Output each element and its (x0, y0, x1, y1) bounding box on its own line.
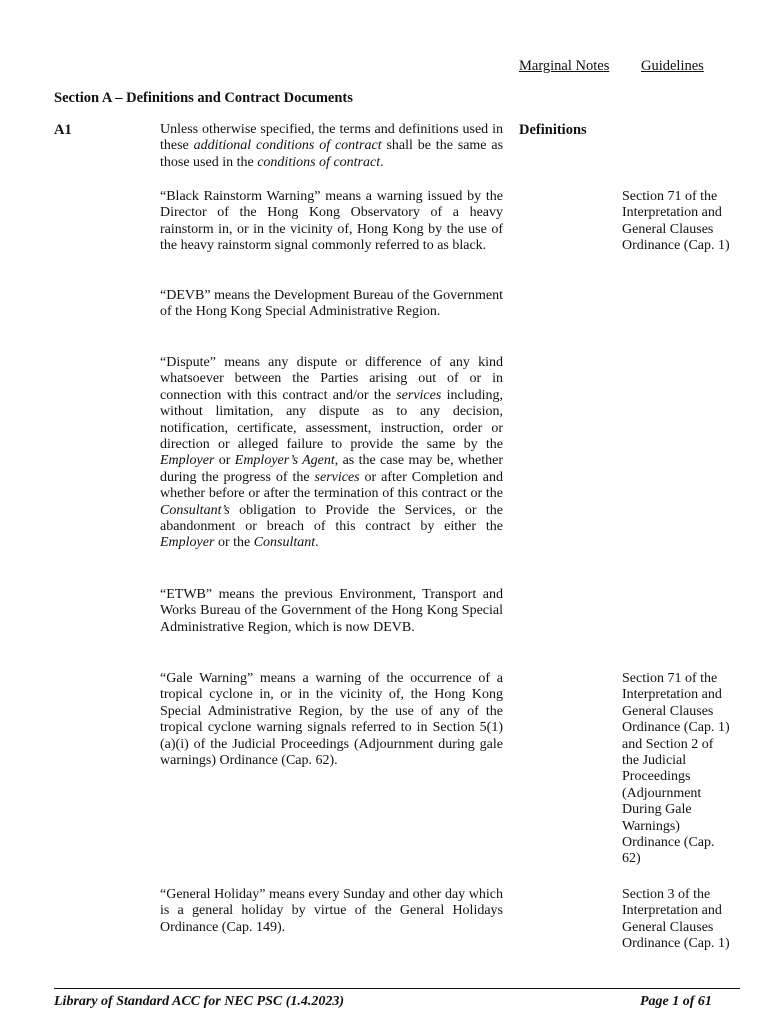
definition-black-rainstorm-warning: “Black Rainstorm Warning” means a warning issued by the Director of the Hong Kong Observatory of a heavy rainstorm in, or in the vicinity of, Hong Kong by the use of the heavy rainstorm signal commonly referred to as black. (160, 189, 503, 254)
definition-etwb: “ETWB” means the previous Environment, Transport and Works Bureau of the Government of the Hong Kong Special Administrative Region, which is now DEVB. (160, 587, 503, 635)
paragraph-intro: Unless otherwise specified, the terms and definitions used in these additional conditions of contract shall be the same as those used in the conditions of contract. (160, 122, 504, 170)
guideline-note: Section 71 of the Interpretation and General Clauses Ordinance (Cap. 1) and Section 2 of the Judicial Proceedings (Adjournment During Gale Warnings) Ordinance (Cap. 62) (622, 671, 730, 867)
clause-number: A1 (54, 122, 72, 138)
definition-devb: “DEVB” means the Development Bureau of the Government of the Hong Kong Special Administrative Region. (160, 288, 503, 320)
guideline-note: Section 71 of the Interpretation and General Clauses Ordinance (Cap. 1) (622, 189, 730, 254)
marginal-notes-header: Marginal Notes (519, 58, 610, 74)
guideline-note: Section 3 of the Interpretation and General Clauses Ordinance (Cap. 1) (622, 887, 730, 952)
footer-page-number: Page 1 of 61 (640, 994, 712, 1009)
footer-rule (54, 988, 740, 989)
marginal-heading-definitions: Definitions (519, 122, 587, 138)
footer-library-title: Library of Standard ACC for NEC PSC (1.4.2023) (54, 994, 345, 1009)
section-title: Section A – Definitions and Contract Documents (54, 90, 353, 106)
definition-gale-warning: “Gale Warning” means a warning of the occurrence of a tropical cyclone in, or in the vicinity of, the Hong Kong Special Administrative Region, by the use of any of the tropical cyclone warning signals referred to in Section 5(1)(a)(i) of the Judicial Proceedings (Adjournment during gale warnings) Ordinance (Cap. 62). (160, 671, 503, 769)
guidelines-header: Guidelines (641, 58, 704, 74)
definition-dispute: “Dispute” means any dispute or difference of any kind whatsoever between the Parties arising out of or in connection with this contract and/or the services including, without limitation, any dispute as to any decision, notification, certificate, assessment, instruction, order or direction or alleged failure to provide the same by the Employer or Employer’s Agent, as the case may be, whether during the progress of the services or after Completion and whether before or after the termination of this contract or the Consultant’s obligation to Provide the Services, or the abandonment or breach of this contract by either the Employer or the Consultant. (160, 355, 504, 551)
definition-general-holiday: “General Holiday” means every Sunday and other day which is a general holiday by virtue of the General Holidays Ordinance (Cap. 149). (160, 887, 503, 935)
